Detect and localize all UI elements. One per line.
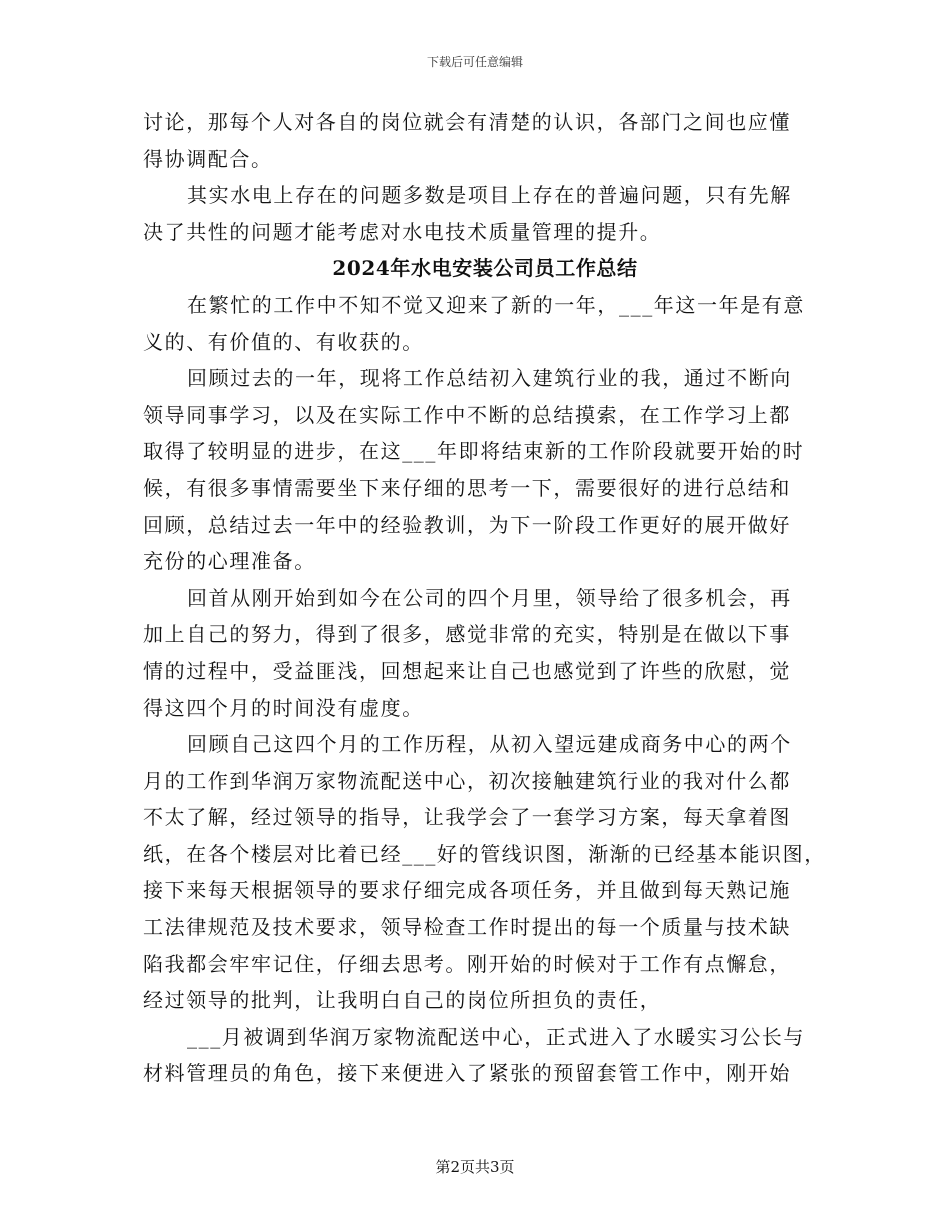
text-line: 回顾自己这四个月的工作历程，从初入望远建成商务中心的两个: [187, 732, 792, 757]
text-line: 回顾，总结过去一年中的经验教训，为下一阶段工作更好的展开做好: [143, 512, 791, 537]
text-line: 材料管理员的角色，接下来便进入了紧张的预留套管工作中，刚开始: [143, 1061, 791, 1086]
text-line: 决了共性的问题才能考虑对水电技术质量管理的提升。: [143, 219, 662, 244]
text-line: 在繁忙的工作中不知不觉又迎来了新的一年，___年这一年是有意: [187, 292, 805, 317]
text-line: 回首从刚开始到如今在公司的四个月里，领导给了很多机会，再: [187, 585, 792, 610]
text-line: 纸，在各个楼层对比着已经___好的管线识图，渐渐的已经基本能识图，: [143, 841, 826, 866]
summary-paragraphs: [143, 287, 826, 1092]
text-line: 候，有很多事情需要坐下来仔细的思考一下，需要很好的进行总结和: [143, 475, 791, 500]
text-line: 情的过程中，受益匪浅，回想起来让自己也感觉到了许些的欣慰，觉: [143, 658, 791, 683]
text-line: 取得了较明显的进步，在这___年即将结束新的工作阶段就要开始的时: [143, 439, 805, 464]
text-line: 月的工作到华润万家物流配送中心，初次接触建筑行业的我对什么都: [143, 768, 791, 793]
paragraph-7: [143, 1019, 823, 1092]
intro-paragraphs: [143, 104, 823, 250]
text-line: ___月被调到华润万家物流配送中心，正式进入了水暖实习公长与: [187, 1024, 805, 1049]
text-line: 讨论，那每个人对各自的岗位就会有清楚的认识，各部门之间也应懂: [143, 110, 791, 134]
page-number: 第2页共3页: [435, 1158, 515, 1176]
text-line: 领导同事学习，以及在实际工作中不断的总结摸索，在工作学习上都: [143, 402, 791, 427]
text-line: 加上自己的努力，得到了很多，感觉非常的充实，特别是在做以下事: [143, 622, 791, 647]
text-line: 不太了解，经过领导的指导，让我学会了一套学习方案，每天拿着图: [143, 805, 791, 830]
header-note: 下载后可任意编辑: [426, 55, 523, 69]
paragraph-6: [143, 726, 826, 1019]
text-line: 义的、有价值的、有收获的。: [143, 329, 424, 354]
text-line: 回顾过去的一年，现将工作总结初入建筑行业的我，通过不断向: [187, 366, 792, 391]
text-line: 接下来每天根据领导的要求仔细完成各项任务，并且做到每天熟记施: [143, 878, 791, 903]
paragraph-4: [143, 360, 823, 580]
text-line: 经过领导的批判，让我明白自己的岗位所担负的责任，: [143, 988, 662, 1013]
text-line: 工法律规范及技术要求，领导检查工作时提出的每一个质量与技术缺: [143, 915, 791, 940]
text-line: 充份的心理准备。: [143, 549, 316, 574]
text-line: 陷我都会牢牢记住，仔细去思考。刚开始的时候对于工作有点懈怠，: [143, 951, 791, 976]
text-line: 得协调配合。: [143, 146, 273, 171]
text-line: 得这四个月的时间没有虚度。: [143, 695, 424, 720]
paragraph-5: [143, 580, 823, 726]
text-line: 其实水电上存在的问题多数是项目上存在的普遍问题，只有先解: [187, 183, 792, 208]
section-title: 2024年水电安装公司员工作总结: [332, 256, 638, 281]
paragraph-1: [143, 104, 823, 177]
document-body: [143, 104, 826, 1092]
paragraph-3: [143, 287, 823, 360]
paragraph-2: [143, 177, 823, 250]
